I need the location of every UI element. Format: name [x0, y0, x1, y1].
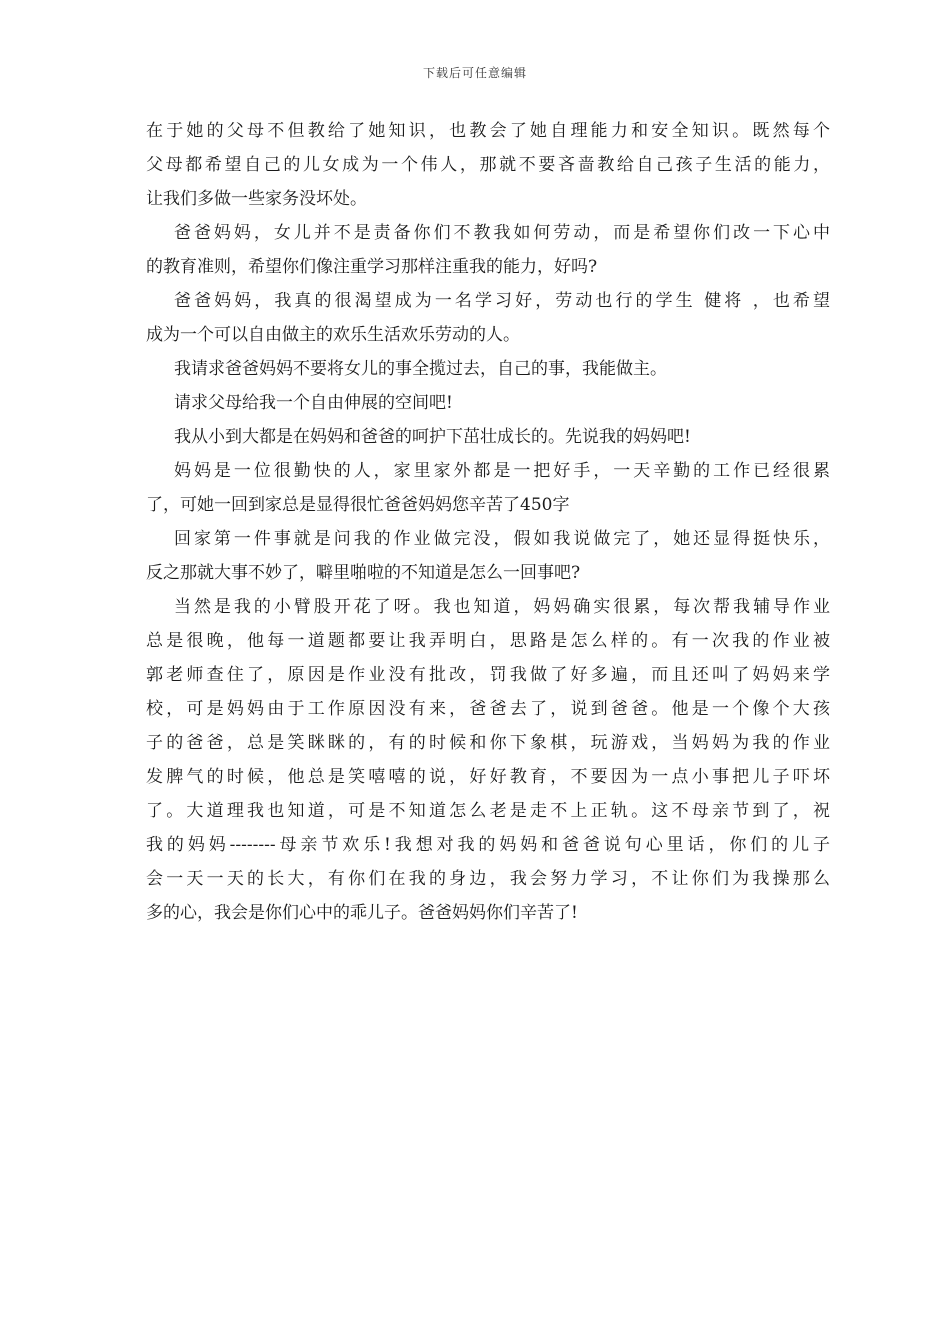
text-line: 会一天一天的长大，有你们在我的身边，我会努力学习，不让你们为我操那么 — [146, 869, 830, 889]
paragraph-first-line: 当然是我的小臂股开花了呀。我也知道，妈妈确实很累，每次帮我辅导作业 — [174, 597, 830, 617]
paragraph-first-line: 我请求爸爸妈妈不要将女儿的事全揽过去，自己的事，我能做主。 — [174, 359, 667, 379]
text-line: 的教育准则，希望你们像注重学习那样注重我的能力，好吗? — [146, 257, 598, 277]
document-body — [146, 114, 830, 930]
text-line: 在于她的父母不但教给了她知识，也教会了她自理能力和安全知识。既然每个 — [146, 121, 830, 141]
paragraph-first-line: 回家第一件事就是问我的作业做完没，假如我说做完了，她还显得挺快乐， — [174, 529, 830, 549]
paragraph-first-line: 爸爸妈妈，女儿并不是责备你们不教我如何劳动，而是希望你们改一下心中 — [174, 223, 830, 243]
page-header-note: 下载后可任意编辑 — [422, 66, 527, 80]
paragraph-first-line: 爸爸妈妈，我真的很渴望成为一名学习好，劳动也行的学生 健将 ，也希望 — [174, 291, 830, 311]
text-line: 发脾气的时候，他总是笑嘻嘻的说，好好教育，不要因为一点小事把儿子吓坏 — [146, 767, 830, 787]
text-line: 我的妈妈--------母亲节欢乐!我想对我的妈妈和爸爸说句心里话，你们的儿子 — [146, 835, 830, 855]
text-line: 校，可是妈妈由于工作原因没有来，爸爸去了，说到爸爸。他是一个像个大孩 — [146, 699, 830, 719]
text-line: 反之那就大事不妙了，噼里啪啦的不知道是怎么一回事吧? — [146, 563, 581, 583]
text-line: 郭老师查住了，原因是作业没有批改，罚我做了好多遍，而且还叫了妈妈来学 — [146, 665, 830, 685]
text-line: 成为一个可以自由做主的欢乐生活欢乐劳动的人。 — [146, 325, 520, 345]
paragraph-first-line: 我从小到大都是在妈妈和爸爸的呵护下茁壮成长的。先说我的妈妈吧! — [174, 427, 691, 447]
text-line: 多的心，我会是你们心中的乖儿子。爸爸妈妈你们辛苦了! — [146, 903, 578, 923]
text-line: 让我们多做一些家务没坏处。 — [146, 189, 367, 209]
text-line: 子的爸爸，总是笑眯眯的，有的时候和你下象棋，玩游戏，当妈妈为我的作业 — [146, 733, 830, 753]
text-line: 了。大道理我也知道，可是不知道怎么老是走不上正轨。这不母亲节到了，祝 — [146, 801, 830, 821]
paragraph-first-line: 请求父母给我一个自由伸展的空间吧! — [174, 393, 453, 413]
text-line: 了，可她一回到家总是显得很忙爸爸妈妈您辛苦了450字 — [146, 495, 570, 515]
text-line: 父母都希望自己的儿女成为一个伟人，那就不要吝啬教给自己孩子生活的能力， — [146, 155, 830, 175]
paragraph-first-line: 妈妈是一位很勤快的人，家里家外都是一把好手，一天辛勤的工作已经很累 — [174, 461, 830, 481]
text-line: 总是很晚，他每一道题都要让我弄明白，思路是怎么样的。有一次我的作业被 — [146, 631, 830, 651]
